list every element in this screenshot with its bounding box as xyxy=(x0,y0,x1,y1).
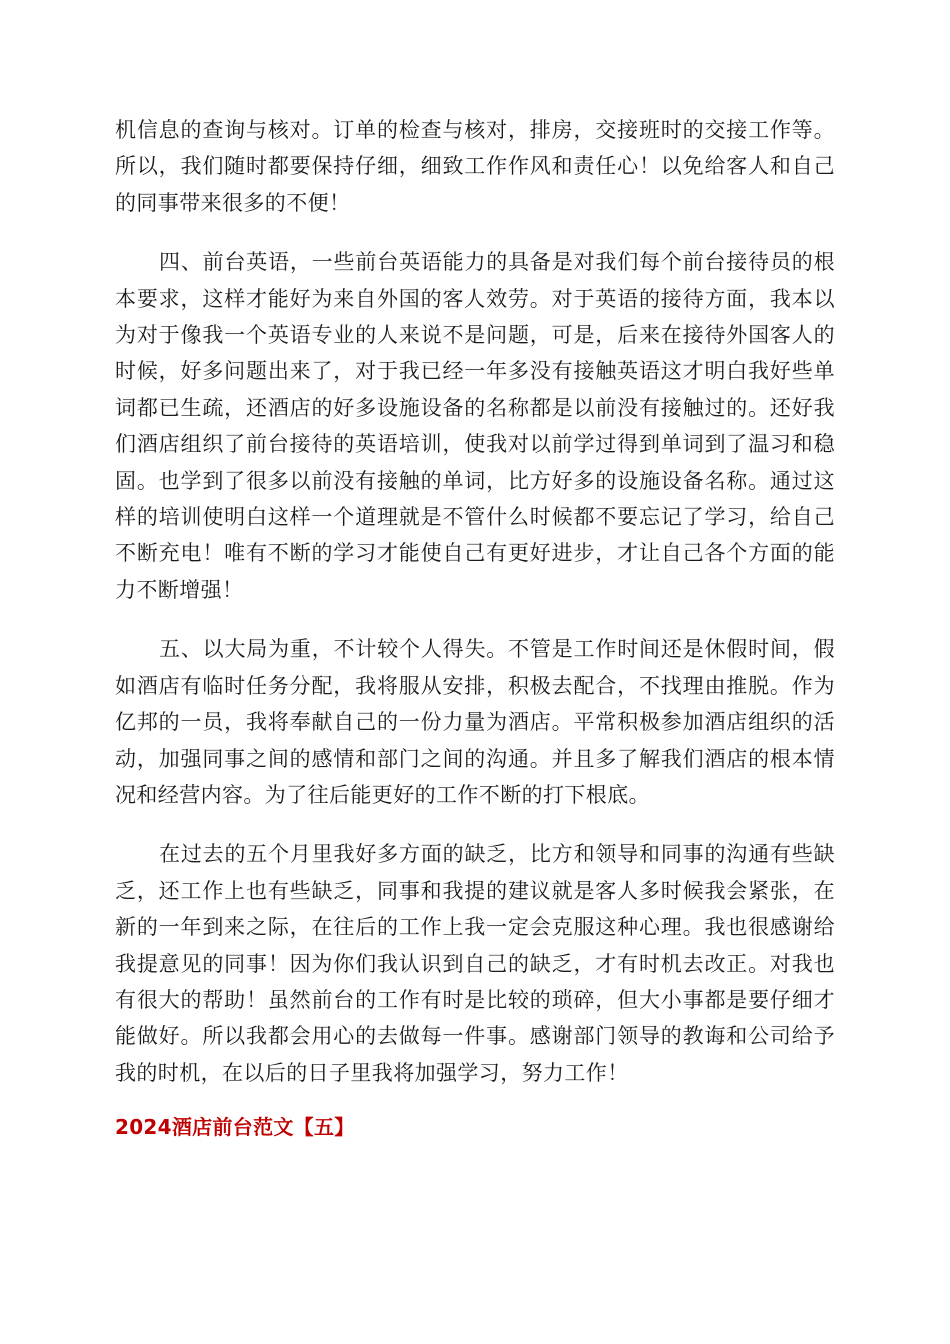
paragraph-conclusion: 在过去的五个月里我好多方面的缺乏，比方和领导和同事的沟通有些缺乏，还工作上也有些缺乏，同事和我提的建议就是客人多时候我会紧张，在新的一年到来之际，在往后的工作上我一定会克服这种心理。我也很感谢给我提意见的同事！因为你们我认识到自己的缺乏，才有时机去改正。对我也有很大的帮助！虽然前台的工作有时是比较的琐碎，但大小事都是要仔细才能做好。所以我都会用心的去做每一件事。感谢部门领导的教诲和公司给予我的时机，在以后的日子里我将加强学习，努力工作！ xyxy=(115,842,835,1085)
paragraph-continuation: 机信息的查询与核对。订单的检查与核对，排房，交接班时的交接工作等。所以，我们随时都要保持仔细，细致工作作风和责任心！以免给客人和自己的同事带来很多的不便！ xyxy=(115,118,835,215)
paragraph-section-five: 五、以大局为重，不计较个人得失。不管是工作时间还是休假时间，假如酒店有临时任务分配，我将服从安排，积极去配合，不找理由推脱。作为亿邦的一员，我将奉献自己的一份力量为酒店。平常积极参加酒店组织的活动，加强同事之间的感情和部门之间的沟通。并且多了解我们酒店的根本情况和经营内容。为了往后能更好的工作不断的打下根底。 xyxy=(115,637,835,807)
paragraph-section-four: 四、前台英语，一些前台英语能力的具备是对我们每个前台接待员的根本要求，这样才能好为来自外国的客人效劳。对于英语的接待方面，我本以为对于像我一个英语专业的人来说不是问题，可是，后来在接待外国客人的时候，好多问题出来了，对于我已经一年多没有接触英语这才明白我好些单词都已生疏，还酒店的好多设施设备的名称都是以前没有接触过的。还好我们酒店组织了前台接待的英语培训，使我对以前学过得到单词到了温习和稳固。也学到了很多以前没有接触的单词，比方好多的设施设备名称。通过这样的培训使明白这样一个道理就是不管什么时候都不要忘记了学习，给自己不断充电！唯有不断的学习才能使自己有更好进步，才让自己各个方面的能力不断增强！ xyxy=(115,250,835,602)
section-heading: 2024酒店前台范文【五】 xyxy=(115,1115,355,1140)
document-page xyxy=(115,112,835,1143)
